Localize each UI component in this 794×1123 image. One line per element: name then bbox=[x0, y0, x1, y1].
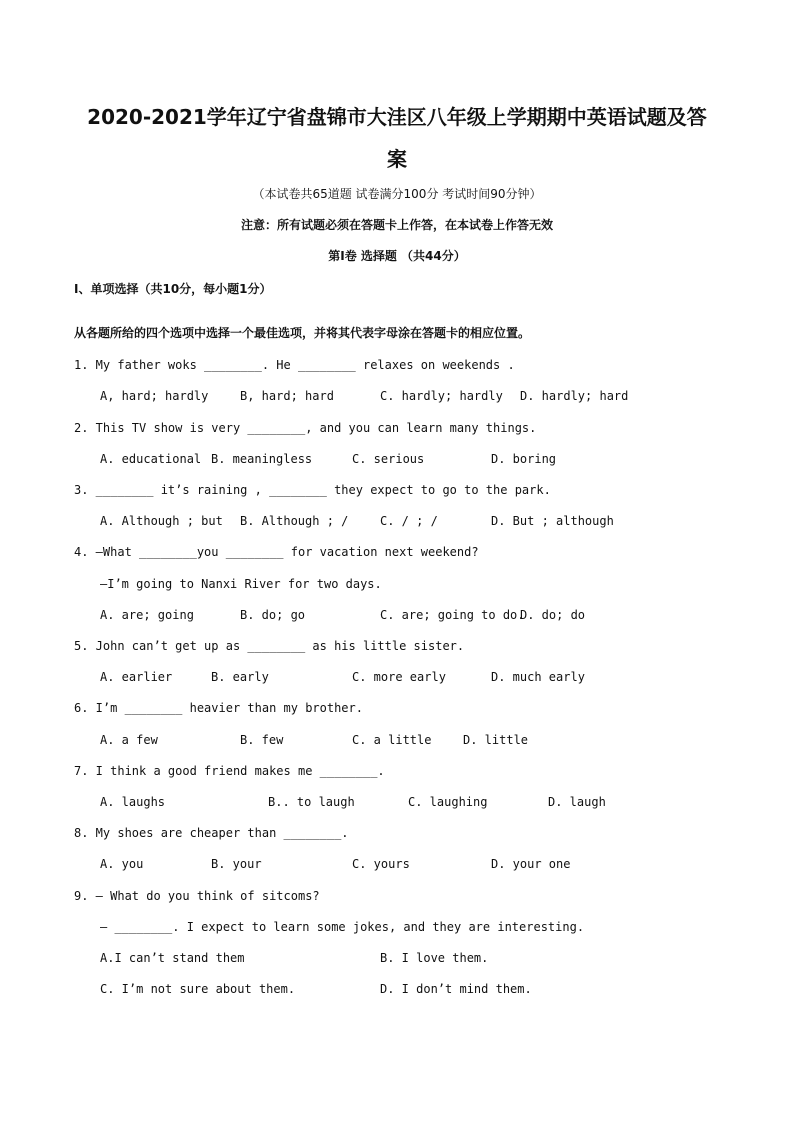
option-b: B.. to laugh bbox=[268, 795, 355, 809]
exam-info: （本试卷共65道题 试卷满分100分 考试时间90分钟） bbox=[252, 187, 542, 201]
option-d: D. I don’t mind them. bbox=[380, 982, 532, 996]
option-c: C. hardly; hardly bbox=[380, 389, 503, 403]
option-a: A. educational bbox=[100, 452, 202, 466]
option-b: B. few bbox=[240, 733, 284, 747]
option-c: C. serious bbox=[352, 452, 425, 466]
question-7-stem: 7. I think a good friend makes me ________. bbox=[74, 764, 385, 778]
option-d: D. much early bbox=[491, 670, 585, 684]
option-b: B. I love them. bbox=[380, 951, 489, 965]
option-a: A.I can’t stand them bbox=[100, 951, 245, 965]
option-d: D. your one bbox=[491, 857, 571, 871]
option-c: C. are; going to do. bbox=[380, 608, 525, 622]
option-c: C. I’m not sure about them. bbox=[100, 982, 296, 996]
option-a: A. Although ; but bbox=[100, 514, 223, 528]
question-3-stem: 3. ________ it’s raining , ________ they expect to go to the park. bbox=[74, 483, 551, 497]
option-d: D. But ; although bbox=[491, 514, 614, 528]
option-b: B. do; go bbox=[240, 608, 306, 622]
option-b: B, hard; hard bbox=[240, 389, 334, 403]
volume-heading: 第Ⅰ卷 选择题 （共44分） bbox=[328, 249, 466, 263]
question-8-stem: 8. My shoes are cheaper than ________. bbox=[74, 826, 349, 840]
option-b: B. Although ; / bbox=[240, 514, 349, 528]
option-a: A. laughs bbox=[100, 795, 166, 809]
exam-title-line2: 案 bbox=[387, 147, 407, 171]
question-4-stem-line2: —I’m going to Nanxi River for two days. bbox=[100, 577, 382, 591]
option-a: A. earlier bbox=[100, 670, 173, 684]
option-b: B. meaningless bbox=[211, 452, 313, 466]
option-a: A. are; going bbox=[100, 608, 194, 622]
option-d: D. laugh bbox=[548, 795, 606, 809]
option-c: C. more early bbox=[352, 670, 446, 684]
option-c: C. / ; / bbox=[380, 514, 438, 528]
section-heading: Ⅰ、单项选择（共10分，每小题1分） bbox=[74, 282, 272, 296]
option-c: C. a little bbox=[352, 733, 432, 747]
exam-notice: 注意：所有试题必须在答题卡上作答，在本试卷上作答无效 bbox=[240, 218, 553, 232]
option-a: A, hard; hardly bbox=[100, 389, 209, 403]
question-6-stem: 6. I’m ________ heavier than my brother. bbox=[74, 701, 363, 715]
option-c: C. yours bbox=[352, 857, 410, 871]
option-b: B. your bbox=[211, 857, 262, 871]
option-d: D. hardly; hard bbox=[520, 389, 629, 403]
exam-title-line1: 2020-2021学年辽宁省盘锦市大洼区八年级上学期期中英语试题及答 bbox=[87, 105, 707, 129]
question-9-stem-line2: — ________. I expect to learn some jokes, and they are interesting. bbox=[100, 920, 585, 934]
option-d: D. boring bbox=[491, 452, 557, 466]
question-1-stem: 1. My father woks ________. He ________ relaxes on weekends . bbox=[74, 358, 515, 372]
option-d: D. little bbox=[463, 733, 529, 747]
question-2-stem: 2. This TV show is very ________, and you can learn many things. bbox=[74, 421, 537, 435]
option-a: A. a few bbox=[100, 733, 158, 747]
option-d: D. do; do bbox=[520, 608, 586, 622]
question-9-stem: 9. — What do you think of sitcoms? bbox=[74, 889, 320, 903]
option-b: B. early bbox=[211, 670, 269, 684]
question-4-stem: 4. —What ________you ________ for vacation next weekend? bbox=[74, 545, 479, 559]
question-5-stem: 5. John can’t get up as ________ as his little sister. bbox=[74, 639, 465, 653]
option-c: C. laughing bbox=[408, 795, 488, 809]
section-instruction: 从各题所给的四个选项中选择一个最佳选项，并将其代表字母涂在答题卡的相应位置。 bbox=[74, 326, 531, 340]
option-a: A. you bbox=[100, 857, 144, 871]
